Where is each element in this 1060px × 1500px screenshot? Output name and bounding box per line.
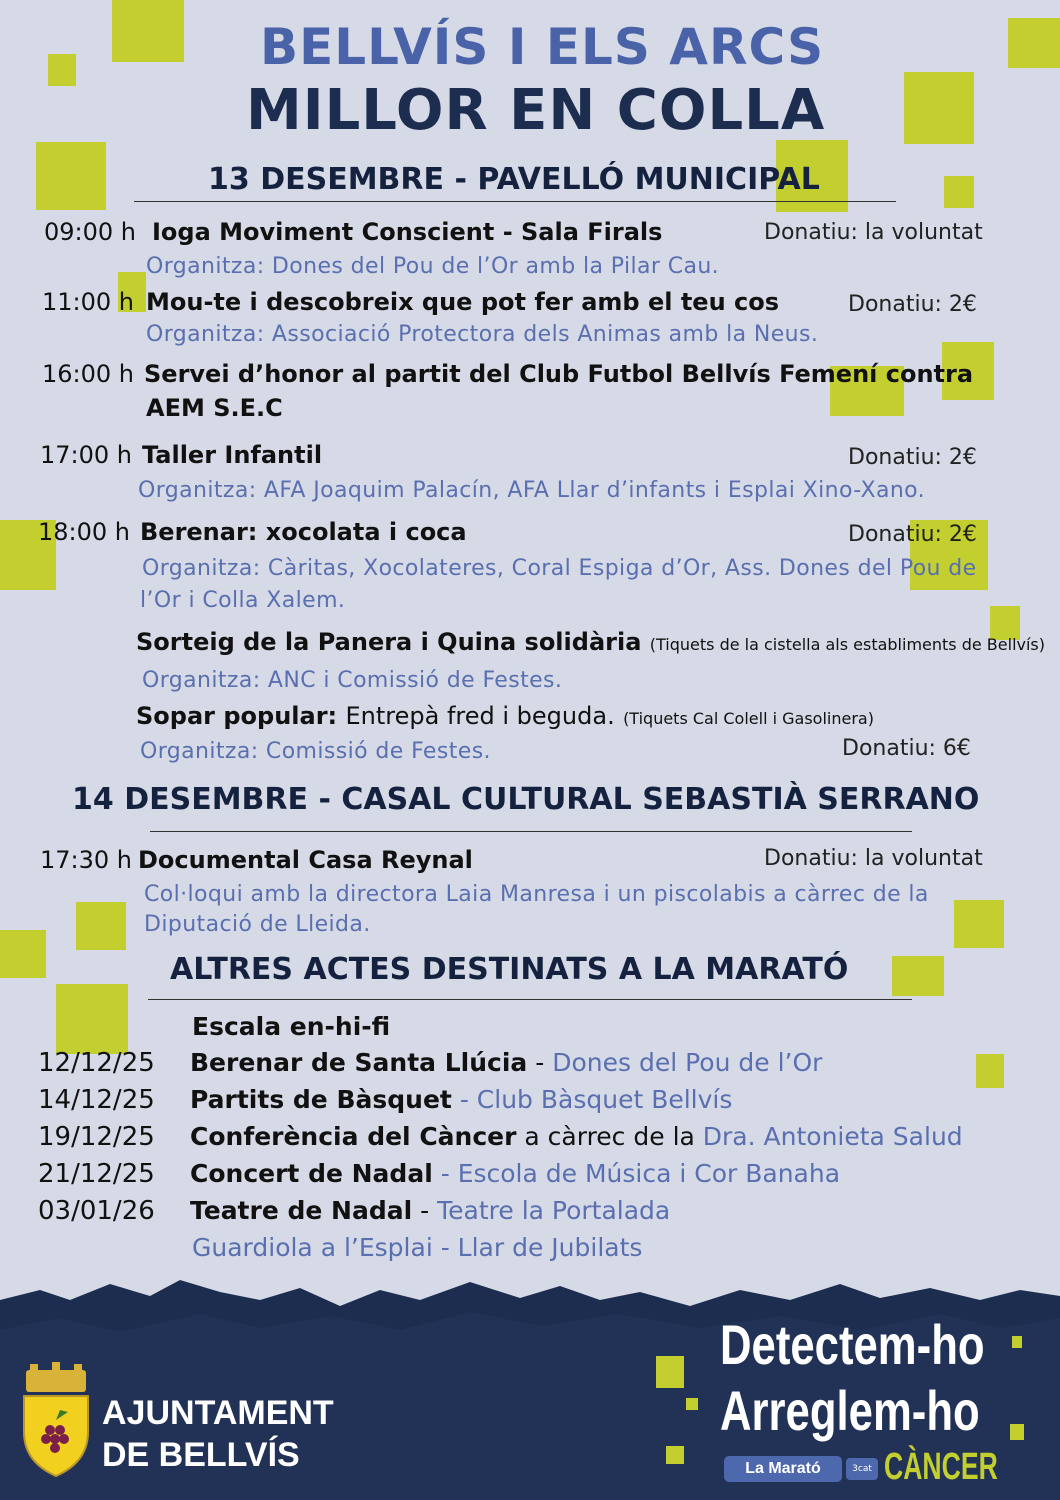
other-date: 14/12/25 [38,1085,155,1115]
event-title: Taller Infantil [142,441,323,469]
raffle-title-text: Sorteig de la Panera i Quina solidària [136,628,642,656]
raffle-title [136,628,1045,656]
other-event-who: Teatre la Portalada [437,1196,671,1225]
coat-of-arms-logo [16,1362,96,1478]
tv3-logo: 3cat [846,1458,878,1480]
deco-square [112,0,184,62]
day2-heading: 14 DESEMBRE - CASAL CULTURAL SEBASTIÀ SERRANO [72,782,980,817]
other-event-text: Guardiola a l’Esplai - Llar de Jubilats [192,1233,643,1262]
event-description: Col·loqui amb la directora Laia Manresa i un piscolabis a càrrec de la [144,882,929,907]
event-time: 11:00 h [42,288,135,316]
other-date: 12/12/25 [38,1048,155,1078]
other-event-who: Escola de Música i Cor Banaha [457,1159,841,1188]
deco-square [36,142,106,210]
deco-square [892,956,944,996]
deco-square [1010,1424,1024,1440]
deco-square [666,1446,684,1464]
event-title: Ioga Moviment Conscient - Sala Firals [152,218,663,246]
poster-title: BELLVÍS I ELS ARCS [260,18,825,76]
other-event-title: Concert de Nadal [190,1159,433,1188]
event-time: 09:00 h [44,218,137,246]
other-event-title: Conferència del Càncer [190,1122,517,1151]
event-time: 17:00 h [40,441,133,469]
deco-square [944,176,974,208]
deco-square [656,1356,684,1388]
other-event-title: Teatre de Nadal [190,1196,413,1225]
other-event [192,1233,642,1262]
event-donation: Donatiu: 2€ [848,292,977,317]
deco-square [76,902,126,950]
divider [134,201,896,202]
raffle-organizer: Organitza: ANC i Comissió de Festes. [142,668,563,693]
other-event [190,1048,822,1077]
dinner-organizer: Organitza: Comissió de Festes. [140,739,491,764]
other-date: 03/01/26 [38,1196,155,1226]
council-name-line1: AJUNTAMENT [102,1394,334,1432]
deco-square [954,900,1004,948]
event-time: 17:30 h [40,846,133,874]
other-event-sep: a càrrec de la [516,1122,703,1151]
dinner-note: (Tiquets Cal Colell i Gasolinera) [623,709,874,728]
event-donation: Donatiu: la voluntat [764,220,983,245]
event-organizer: Organitza: AFA Joaquim Palacín, AFA Llar d’infants i Esplai Xino-Xano. [138,478,926,503]
other-event-title: Partits de Bàsquet [190,1085,452,1114]
event-time: 16:00 h [42,360,135,388]
event-title: Berenar: xocolata i coca [140,518,467,546]
other-event-who: Dones del Pou de l’Or [552,1048,823,1077]
deco-square [1008,18,1060,68]
event-description-line2: Diputació de Lleida. [144,912,371,937]
council-name-line2: DE BELLVÍS [102,1436,300,1474]
event-organizer: Organitza: Dones del Pou de l’Or amb la Pilar Cau. [146,254,720,279]
divider [148,999,912,1000]
event-organizer: Organitza: Associació Protectora dels Animas amb la Neus. [146,322,819,347]
deco-square [0,930,46,978]
dinner-title [136,702,874,730]
marato-badge: La Marató [724,1456,842,1482]
other-event-who: Dra. Antonieta Salud [702,1122,963,1151]
event-donation: Donatiu: 2€ [848,522,977,547]
event-organizer-line2: l’Or i Colla Xalem. [140,588,346,613]
cancer-label: CÀNCER [884,1446,998,1488]
other-event [190,1196,670,1225]
event-donation: Donatiu: 2€ [848,445,977,470]
other-event-sep: - [412,1196,438,1225]
deco-square [56,984,128,1054]
event-title: Mou-te i descobreix que pot fer amb el teu cos [146,288,780,316]
other-event: Escala en-hi-fi [192,1012,391,1041]
event-title-line2: AEM S.E.C [146,394,283,422]
deco-square [686,1398,698,1410]
other-date: 19/12/25 [38,1122,155,1152]
event-organizer: Organitza: Càritas, Xocolateres, Coral Espiga d’Or, Ass. Dones del Pou de [142,556,977,581]
other-event [190,1159,840,1188]
other-event-sep: - [432,1159,458,1188]
dinner-title-text: Sopar popular: [136,702,338,730]
council-name [102,1392,334,1476]
deco-square [904,72,974,144]
event-donation: Donatiu: la voluntat [764,846,983,871]
raffle-note: (Tiquets de la cistella als establiments de Bellvís) [649,635,1045,654]
poster-subtitle: MILLOR EN COLLA [246,78,826,143]
other-event-sep: - [451,1085,477,1114]
slogan-line1: Detectem-ho [720,1313,985,1376]
dinner-detail: Entrepà fred i beguda. [345,702,615,730]
deco-square [1012,1336,1022,1348]
deco-square [976,1054,1004,1088]
day1-heading: 13 DESEMBRE - PAVELLÓ MUNICIPAL [208,162,820,197]
slogan-line2: Arreglem-ho [720,1379,980,1442]
others-heading: ALTRES ACTES DESTINATS A LA MARATÓ [170,952,849,987]
other-event [190,1085,732,1114]
event-title: Servei d’honor al partit del Club Futbol Bellvís Femení contra [144,360,974,388]
other-event [190,1122,963,1151]
other-event-title: Berenar de Santa Llúcia [190,1048,528,1077]
event-time: 18:00 h [38,518,131,546]
divider [150,831,912,832]
other-event-sep: - [527,1048,553,1077]
dinner-donation: Donatiu: 6€ [842,736,971,761]
other-event-who: Club Bàsquet Bellvís [476,1085,733,1114]
event-title: Documental Casa Reynal [138,846,473,874]
other-date: 21/12/25 [38,1159,155,1189]
deco-square [48,54,76,86]
